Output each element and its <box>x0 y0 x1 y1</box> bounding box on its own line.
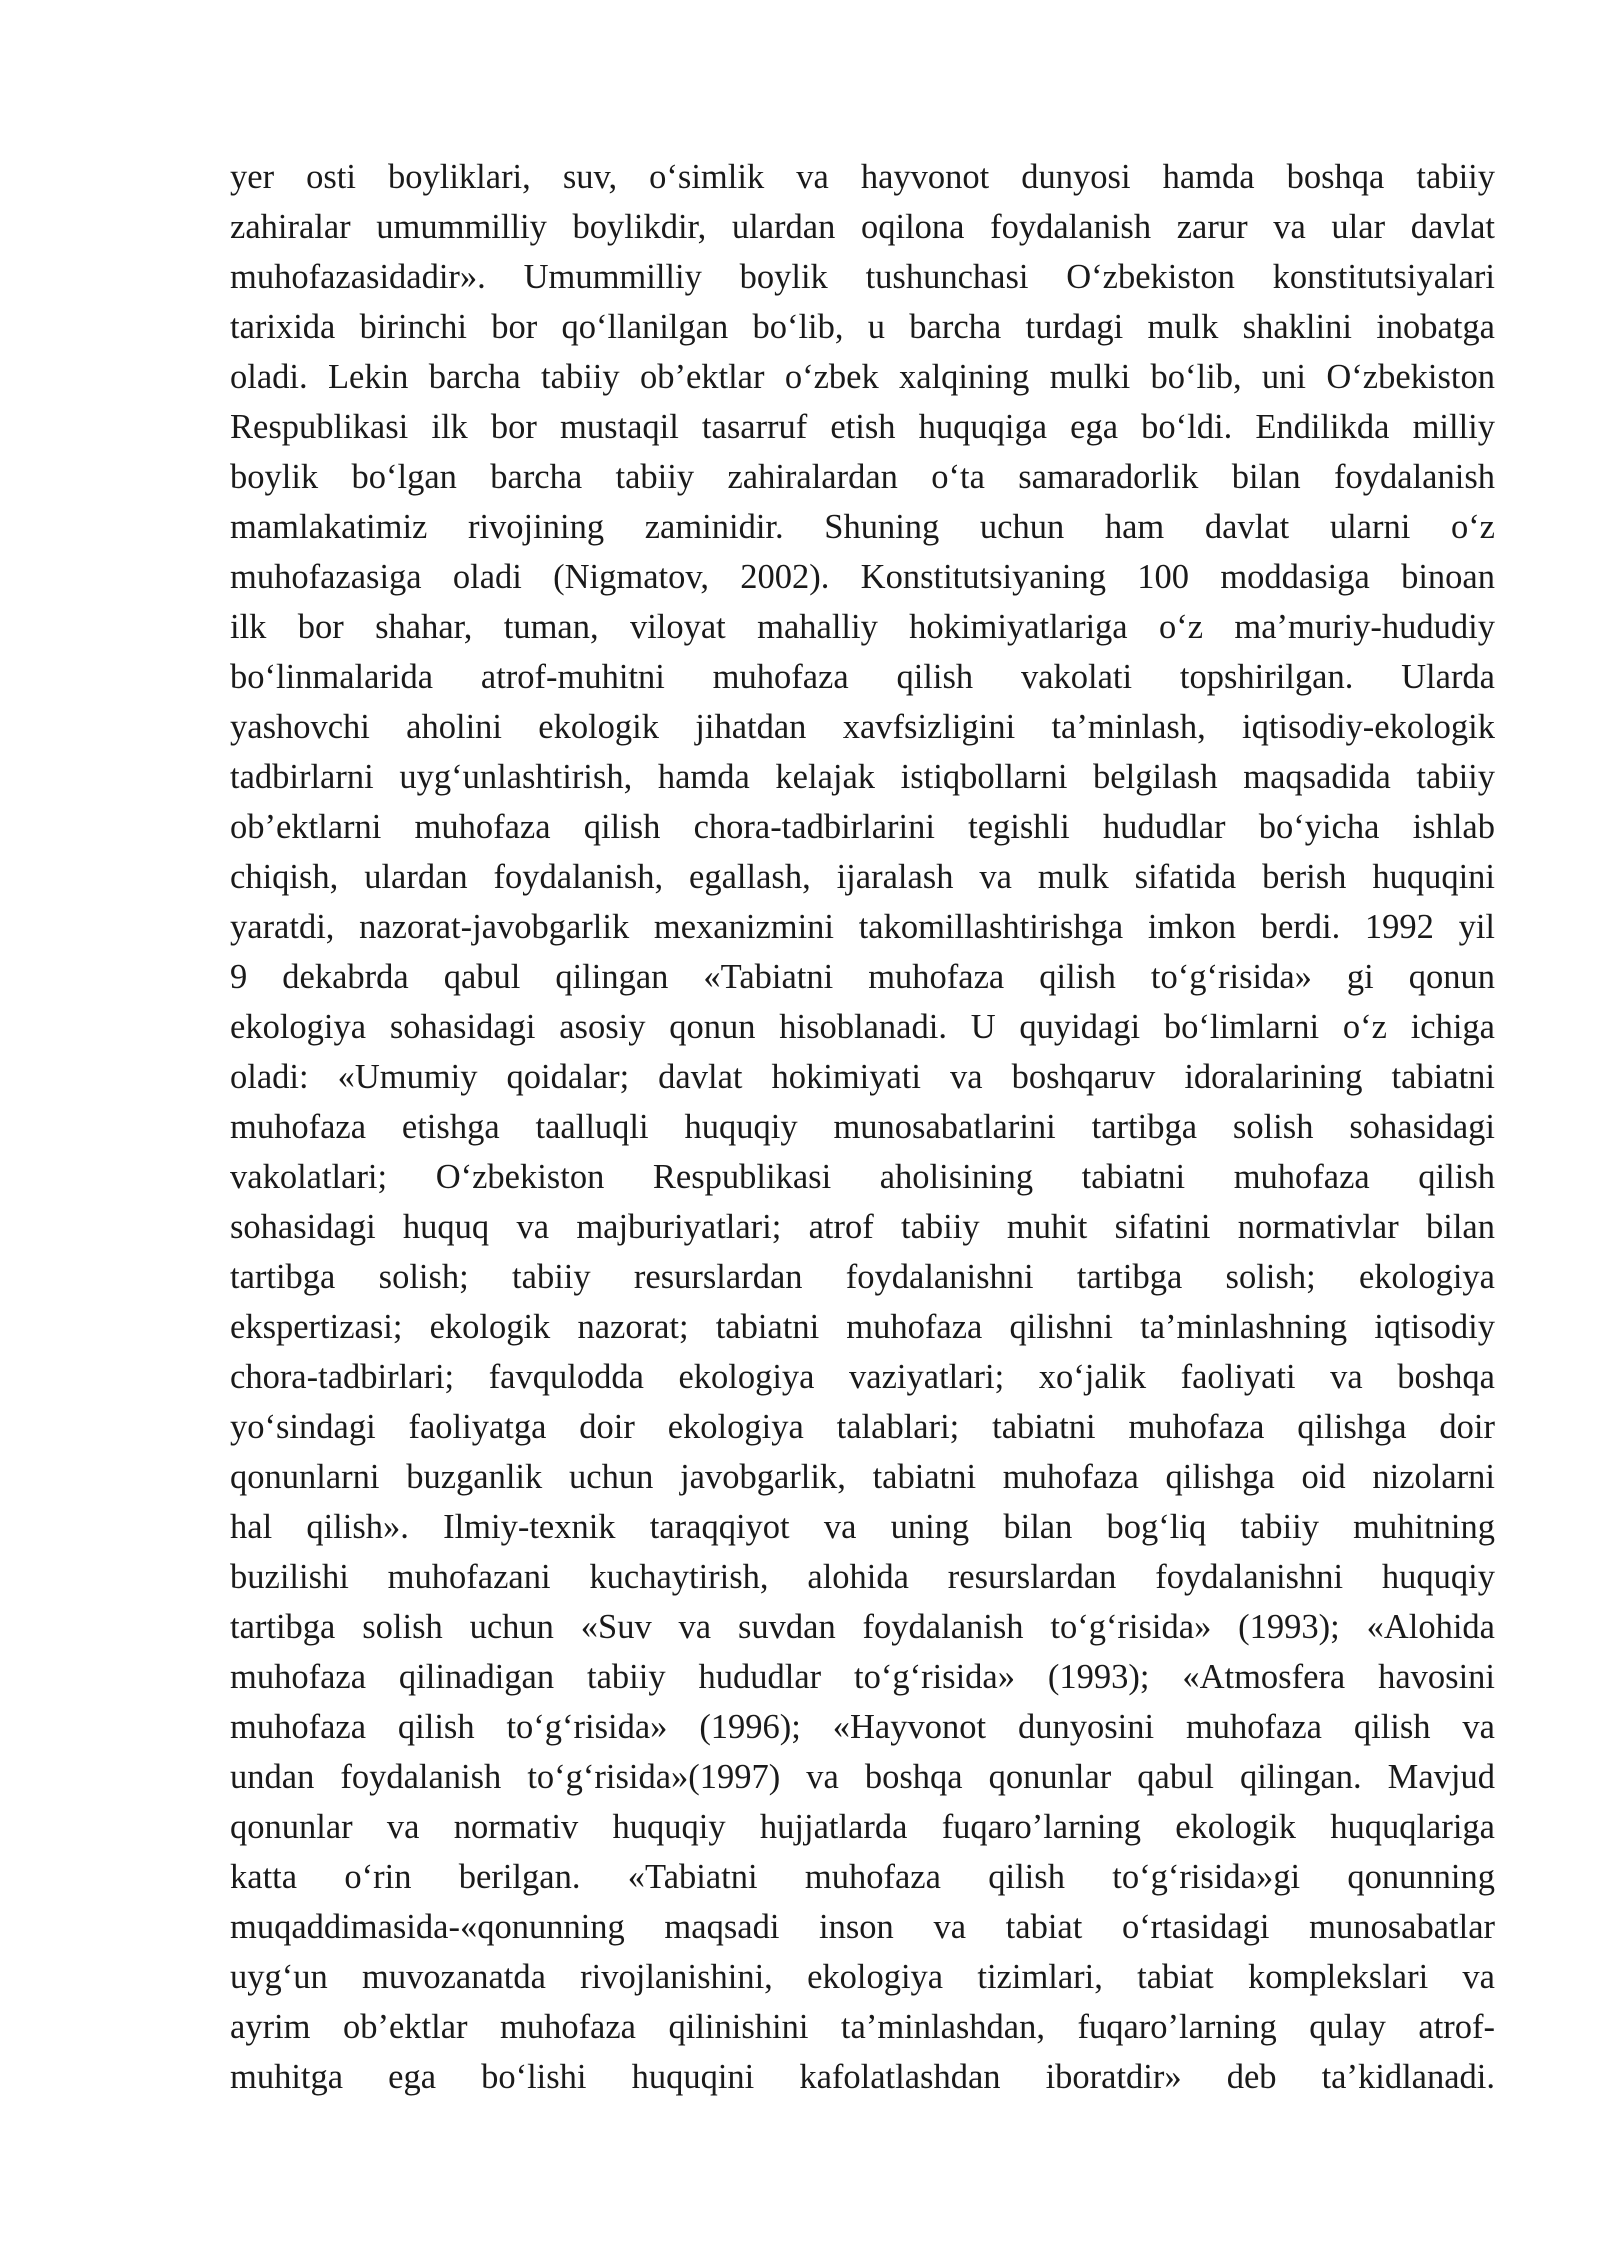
text-line: mamlakatimiz rivojining zaminidir. Shuning uchun ham davlat ularni o‘z <box>230 508 1495 546</box>
text-line: muhofaza etishga taalluqli huquqiy munosabatlarini tartibga solish sohasidagi <box>230 1108 1495 1146</box>
text-line: ayrim ob’ektlar muhofaza qilinishini ta’minlashdan, fuqaro’larning qulay atrof- <box>230 2008 1495 2046</box>
text-line: muhitga ega bo‘lishi huquqini kafolatlashdan iboratdir» deb ta’kidlanadi. <box>230 2058 1495 2096</box>
text-line: tarixida birinchi bor qo‘llanilgan bo‘lib, u barcha turdagi mulk shaklini inobatga <box>230 308 1495 346</box>
text-line: bo‘linmalarida atrof-muhitni muhofaza qilish vakolati topshirilgan. Ularda <box>230 658 1495 696</box>
text-line: tartibga solish; tabiiy resurslardan foydalanishni tartibga solish; ekologiya <box>230 1258 1495 1296</box>
text-line: sohasidagi huquq va majburiyatlari; atrof tabiiy muhit sifatini normativlar bilan <box>230 1208 1495 1246</box>
text-line: qonunlarni buzganlik uchun javobgarlik, tabiatni muhofaza qilishga oid nizolarni <box>230 1458 1495 1496</box>
text-line: buzilishi muhofazani kuchaytirish, alohida resurslardan foydalanishni huquqiy <box>230 1558 1495 1596</box>
text-line: yaratdi, nazorat-javobgarlik mexanizmini takomillashtirishga imkon berdi. 1992 yil <box>230 908 1495 946</box>
text-line: zahiralar umummilliy boylikdir, ulardan oqilona foydalanish zarur va ular davlat <box>230 208 1495 246</box>
text-line: boylik bo‘lgan barcha tabiiy zahiralardan o‘ta samaradorlik bilan foydalanish <box>230 458 1495 496</box>
text-line: tadbirlarni uyg‘unlashtirish, hamda kelajak istiqbollarni belgilash maqsadida tabiiy <box>230 758 1495 796</box>
text-line: oladi: «Umumiy qoidalar; davlat hokimiyati va boshqaruv idoralarining tabiatni <box>230 1058 1495 1096</box>
text-line: yashovchi aholini ekologik jihatdan xavfsizligini ta’minlash, iqtisodiy-ekologik <box>230 708 1495 746</box>
text-line: qonunlar va normativ huquqiy hujjatlarda fuqaro’larning ekologik huquqlariga <box>230 1808 1495 1846</box>
text-line: undan foydalanish to‘g‘risida»(1997) va boshqa qonunlar qabul qilingan. Mavjud <box>230 1758 1495 1796</box>
text-line: muhofazasidadir». Umummilliy boylik tushunchasi O‘zbekiston konstitutsiyalari <box>230 258 1495 296</box>
text-line: ekologiya sohasidagi asosiy qonun hisoblanadi. U quyidagi bo‘limlarni o‘z ichiga <box>230 1008 1495 1046</box>
body-text <box>230 152 1495 2102</box>
text-line: ilk bor shahar, tuman, viloyat mahalliy hokimiyatlariga o‘z ma’muriy-hududiy <box>230 608 1495 646</box>
text-line: ekspertizasi; ekologik nazorat; tabiatni muhofaza qilishni ta’minlashning iqtisodiy <box>230 1308 1495 1346</box>
text-line: muhofazasiga oladi (Nigmatov, 2002). Konstitutsiyaning 100 moddasiga binoan <box>230 558 1495 596</box>
text-line: yer osti boyliklari, suv, o‘simlik va hayvonot dunyosi hamda boshqa tabiiy <box>230 158 1495 196</box>
text-line: 9 dekabrda qabul qilingan «Tabiatni muhofaza qilish to‘g‘risida» gi qonun <box>230 958 1495 996</box>
text-line: uyg‘un muvozanatda rivojlanishini, ekologiya tizimlari, tabiat komplekslari va <box>230 1958 1495 1996</box>
text-line: hal qilish». Ilmiy-texnik taraqqiyot va uning bilan bog‘liq tabiiy muhitning <box>230 1508 1495 1546</box>
text-line: chiqish, ulardan foydalanish, egallash, ijaralash va mulk sifatida berish huquqini <box>230 858 1495 896</box>
text-line: muhofaza qilinadigan tabiiy hududlar to‘g‘risida» (1993); «Atmosfera havosini <box>230 1658 1495 1696</box>
text-line: Respublikasi ilk bor mustaqil tasarruf etish huquqiga ega bo‘ldi. Endilikda milliy <box>230 408 1495 446</box>
text-line: tartibga solish uchun «Suv va suvdan foydalanish to‘g‘risida» (1993); «Alohida <box>230 1608 1495 1646</box>
text-line: katta o‘rin berilgan. «Tabiatni muhofaza qilish to‘g‘risida»gi qonunning <box>230 1858 1495 1896</box>
text-line: muqaddimasida-«qonunning maqsadi inson va tabiat o‘rtasidagi munosabatlar <box>230 1908 1495 1946</box>
text-line: oladi. Lekin barcha tabiiy ob’ektlar o‘zbek xalqining mulki bo‘lib, uni O‘zbekiston <box>230 358 1495 396</box>
text-line: ob’ektlarni muhofaza qilish chora-tadbirlarini tegishli hududlar bo‘yicha ishlab <box>230 808 1495 846</box>
text-line: vakolatlari; O‘zbekiston Respublikasi aholisining tabiatni muhofaza qilish <box>230 1158 1495 1196</box>
text-line: muhofaza qilish to‘g‘risida» (1996); «Hayvonot dunyosini muhofaza qilish va <box>230 1708 1495 1746</box>
text-line: chora-tadbirlari; favqulodda ekologiya vaziyatlari; xo‘jalik faoliyati va boshqa <box>230 1358 1495 1396</box>
text-line: yo‘sindagi faoliyatga doir ekologiya talablari; tabiatni muhofaza qilishga doir <box>230 1408 1495 1446</box>
